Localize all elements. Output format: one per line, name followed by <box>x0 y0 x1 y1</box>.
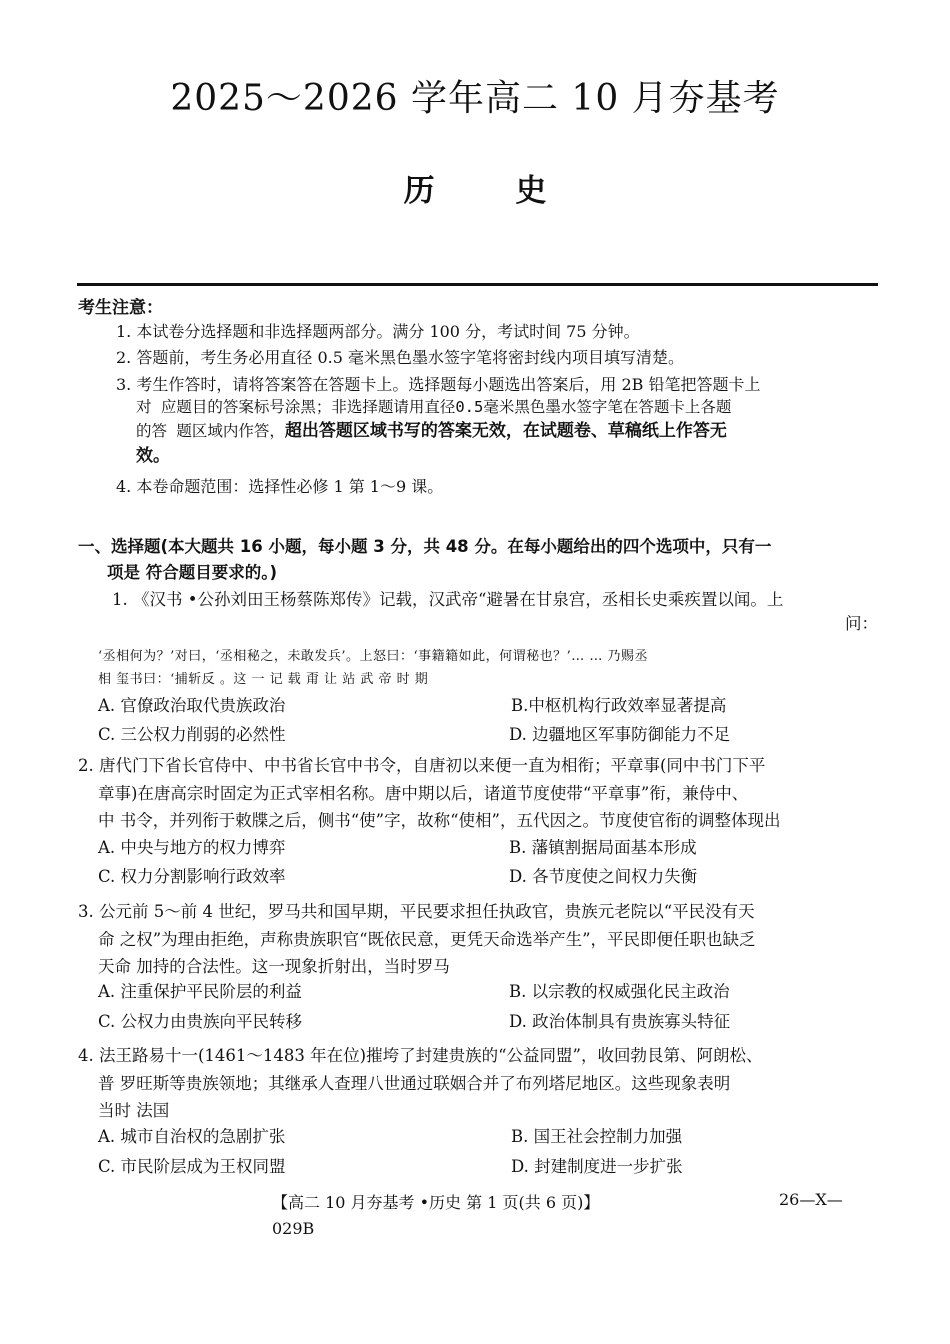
notice-item-3-line-2: 对 应题目的答案标号涂黑；非选择题请用直径0.5毫米黑色墨水签字笔在答题卡上各题 <box>136 398 732 416</box>
paper-code-line-1: 26—X— <box>779 1190 843 1209</box>
q2-stem-line-3: 中 书令，并列衔于敕牒之后，侧书“使”字，故称“使相”，五代因之。节度使官衔的调整体现出 <box>98 811 781 830</box>
q4-option-a: A. 城市自治权的急剧扩张 <box>98 1127 286 1146</box>
q1-option-a: A. 官僚政治取代贵族政治 <box>98 696 286 715</box>
q3-option-a: A. 注重保护平民阶层的利益 <box>98 982 302 1001</box>
notice-item-4: 4. 本卷命题范围：选择性必修 1 第 1～9 课。 <box>116 477 444 496</box>
notice-item-3-line-4: 效。 <box>136 446 170 466</box>
q4-stem-line-3: 当时 法国 <box>98 1101 170 1120</box>
section-1-line-1: 一、选择题(本大题共 16 小题，每小题 3 分，共 48 分。在每小题给出的四个选项中，只有一 <box>78 537 772 556</box>
notice-item-3-line-3-normal: 的答 题区域内作答， <box>136 422 285 440</box>
q2-option-b: B. 藩镇割据局面基本形成 <box>509 838 697 857</box>
q2-option-a: A. 中央与地方的权力博弈 <box>98 838 286 857</box>
notice-heading: 考生注意： <box>78 298 163 318</box>
q1-option-d: D. 边疆地区军事防御能力不足 <box>509 725 731 744</box>
subject-title: 历 史 <box>403 173 547 209</box>
page-footer: 【高二 10 月夯基考 •历史 第 1 页(共 6 页)】 <box>272 1193 600 1212</box>
q3-option-b: B. 以宗教的权威强化民主政治 <box>509 982 730 1001</box>
q1-stem-line-1: 1. 《汉书 •公孙刘田王杨蔡陈郑传》记载，汉武帝“避暑在甘泉宫，丞相长史乘疾置以闻。上 <box>112 590 784 609</box>
q2-option-c: C. 权力分割影响行政效率 <box>98 867 286 886</box>
q3-option-d: D. 政治体制具有贵族寡头特征 <box>509 1012 731 1031</box>
notice-item-3-line-3 <box>136 416 727 441</box>
q3-stem-line-1: 3. 公元前 5～前 4 世纪，罗马共和国早期，平民要求担任执政官，贵族元老院以“平民没有天 <box>78 902 755 921</box>
exam-title: 2025～2026 学年高二 10 月夯基考 <box>170 78 780 119</box>
q3-option-c: C. 公权力由贵族向平民转移 <box>98 1012 303 1031</box>
header-divider <box>77 283 878 286</box>
notice-item-3-line-3-bold: 超出答题区域书写的答案无效，在试题卷、草稿纸上作答无 <box>284 421 727 441</box>
notice-item-3-line-1: 3. 考生作答时，请将答案答在答题卡上。选择题每小题选出答案后，用 2B 铅笔把答题卡上 <box>116 375 761 394</box>
q2-stem-line-2: 章事)在唐高宗时固定为正式宰相名称。唐中期以后，诸道节度使带“平章事”衔，兼侍中、 <box>98 784 749 803</box>
notice-item-2: 2. 答题前，考生务必用直径 0.5 毫米黑色墨水签字笔将密封线内项目填写清楚。 <box>116 348 684 367</box>
q4-stem-line-1: 4. 法王路易十一(1461～1483 年在位)摧垮了封建贵族的“公益同盟”，收回勃艮第、阿朗松、 <box>78 1046 763 1065</box>
q1-option-c: C. 三公权力削弱的必然性 <box>98 725 286 744</box>
q1-stem-line-1b: 问： <box>845 614 878 633</box>
q4-option-d: D. 封建制度进一步扩张 <box>511 1157 683 1176</box>
paper-code-line-2: 029B <box>272 1219 315 1238</box>
q3-stem-line-2: 命 之权”为理由拒绝，声称贵族职官“既依民意，更凭天命选举产生”，平民即便任职也缺乏 <box>98 930 756 949</box>
q2-option-d: D. 各节度使之间权力失衡 <box>509 867 698 886</box>
q1-option-b: B.中枢机构行政效率显著提高 <box>511 696 727 715</box>
q4-option-b: B. 国王社会控制力加强 <box>511 1127 683 1146</box>
q3-stem-line-3: 天命 加持的合法性。这一现象折射出，当时罗马 <box>98 957 450 976</box>
notice-item-1: 1. 本试卷分选择题和非选择题两部分。满分 100 分，考试时间 75 分钟。 <box>116 322 640 341</box>
section-1-line-2: 项是 符合题目要求的。) <box>107 563 278 582</box>
q1-quote-line-1: ‘丞相何为？’对曰，‘丞相秘之，未敢发兵’。上怒曰：‘事籍籍如此，何谓秘也？’… … 乃赐丞 <box>98 649 649 664</box>
q4-option-c: C. 市民阶层成为王权同盟 <box>98 1157 286 1176</box>
q1-quote-line-2: 相 玺书曰：‘捕斩反 。这 一 记 载 甭 让 站 武 帝 时 期 <box>98 672 429 687</box>
q2-stem-line-1: 2. 唐代门下省长官侍中、中书省长官中书令，自唐初以来便一直为相衔；平章事(同中书门下平 <box>78 756 766 775</box>
q4-stem-line-2: 普 罗旺斯等贵族领地；其继承人查理八世通过联姻合并了布列塔尼地区。这些现象表明 <box>98 1074 731 1093</box>
